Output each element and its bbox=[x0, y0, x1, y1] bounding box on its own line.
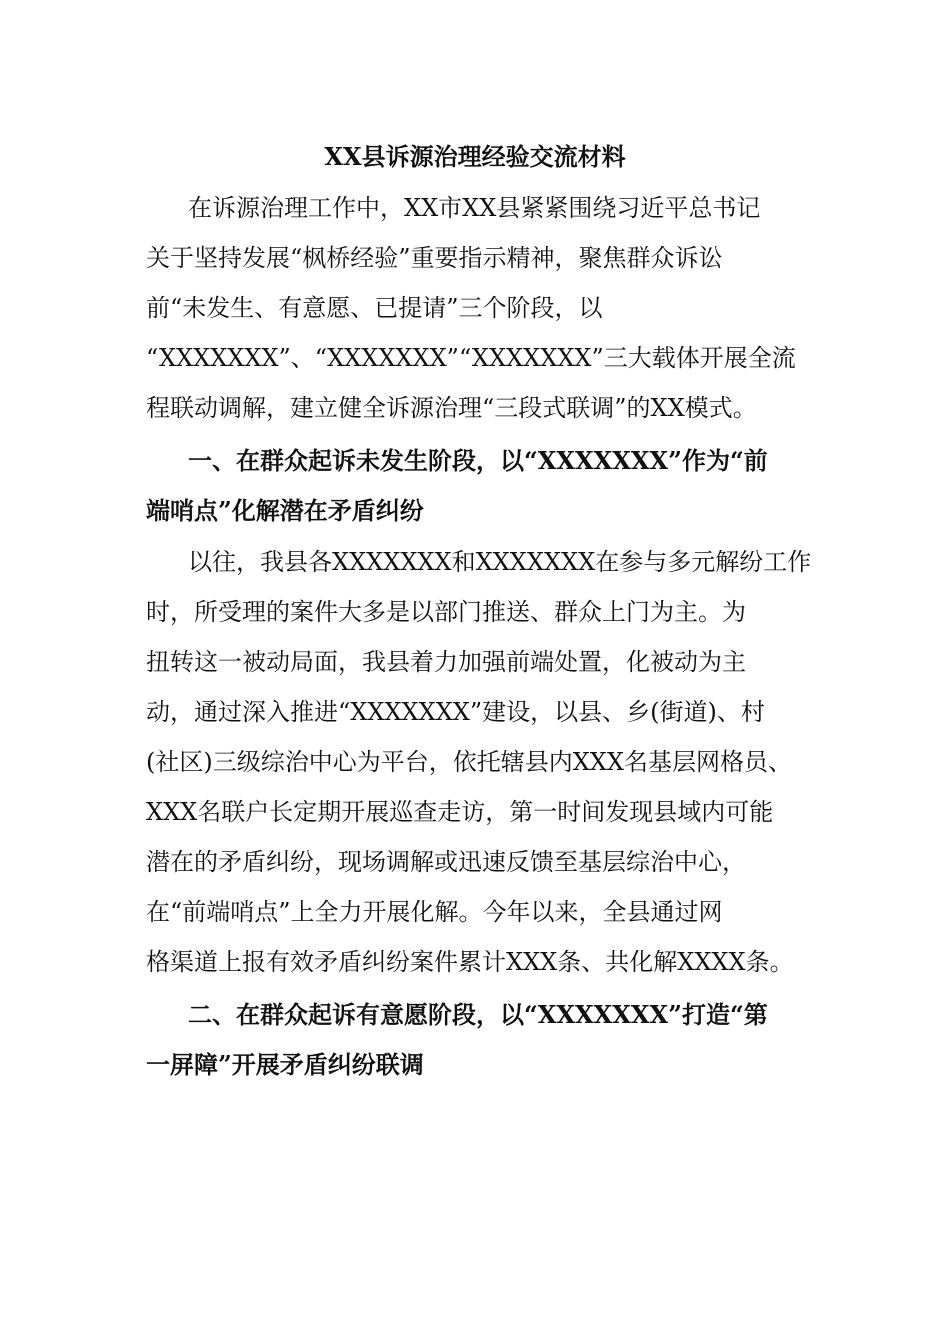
intro-line-5: 程联动调解，建立健全诉源治理“三段式联调”的XX模式。 bbox=[146, 394, 757, 422]
document-title: XX县诉源治理经验交流材料 bbox=[324, 142, 626, 171]
intro-line-4: “XXXXXXX”、“XXXXXXX”“XXXXXXX”三大载体开展全流 bbox=[146, 344, 796, 372]
section2-heading-line-2: 一屏障”开展矛盾纠纷联调 bbox=[146, 1050, 424, 1079]
section1-body-line-2: 时，所受理的案件大多是以部门推送、群众上门为主。为 bbox=[146, 598, 746, 626]
section1-heading-line-1: 一、在群众起诉未发生阶段，以“XXXXXXX”作为“前 bbox=[188, 446, 768, 475]
intro-line-3: 前“未发生、有意愿、已提请”三个阶段，以 bbox=[146, 294, 603, 322]
section1-body-line-6: XXX名联户长定期开展巡查走访，第一时间发现县域内可能 bbox=[146, 798, 774, 826]
section1-body-line-8: 在“前端哨点”上全力开展化解。今年以来，全县通过网 bbox=[146, 898, 723, 926]
section1-body-line-1: 以往，我县各XXXXXXX和XXXXXXX在参与多元解纷工作 bbox=[188, 548, 812, 576]
section1-body-line-7: 潜在的矛盾纠纷，现场调解或迅速反馈至基层综治中心， bbox=[146, 848, 746, 876]
section1-body-line-4: 动，通过深入推进“XXXXXXX”建设，以县、乡(街道)、村 bbox=[146, 698, 765, 726]
section1-body-line-3: 扭转这一被动局面，我县着力加强前端处置，化被动为主 bbox=[146, 648, 746, 676]
intro-line-2: 关于坚持发展“枫桥经验”重要指示精神，聚焦群众诉讼 bbox=[146, 244, 723, 272]
section1-heading-line-2: 端哨点”化解潜在矛盾纠纷 bbox=[146, 496, 424, 525]
section1-body-line-9: 格渠道上报有效矛盾纠纷案件累计XXX条、共化解XXXX条。 bbox=[146, 948, 794, 976]
section1-body-line-5: (社区)三级综治中心为平台，依托辖县内XXX名基层网格员、 bbox=[146, 748, 792, 776]
section2-heading-line-1: 二、在群众起诉有意愿阶段，以“XXXXXXX”打造“第 bbox=[188, 1000, 768, 1029]
intro-line-1: 在诉源治理工作中，XX市XX县紧紧围绕习近平总书记 bbox=[188, 194, 761, 222]
